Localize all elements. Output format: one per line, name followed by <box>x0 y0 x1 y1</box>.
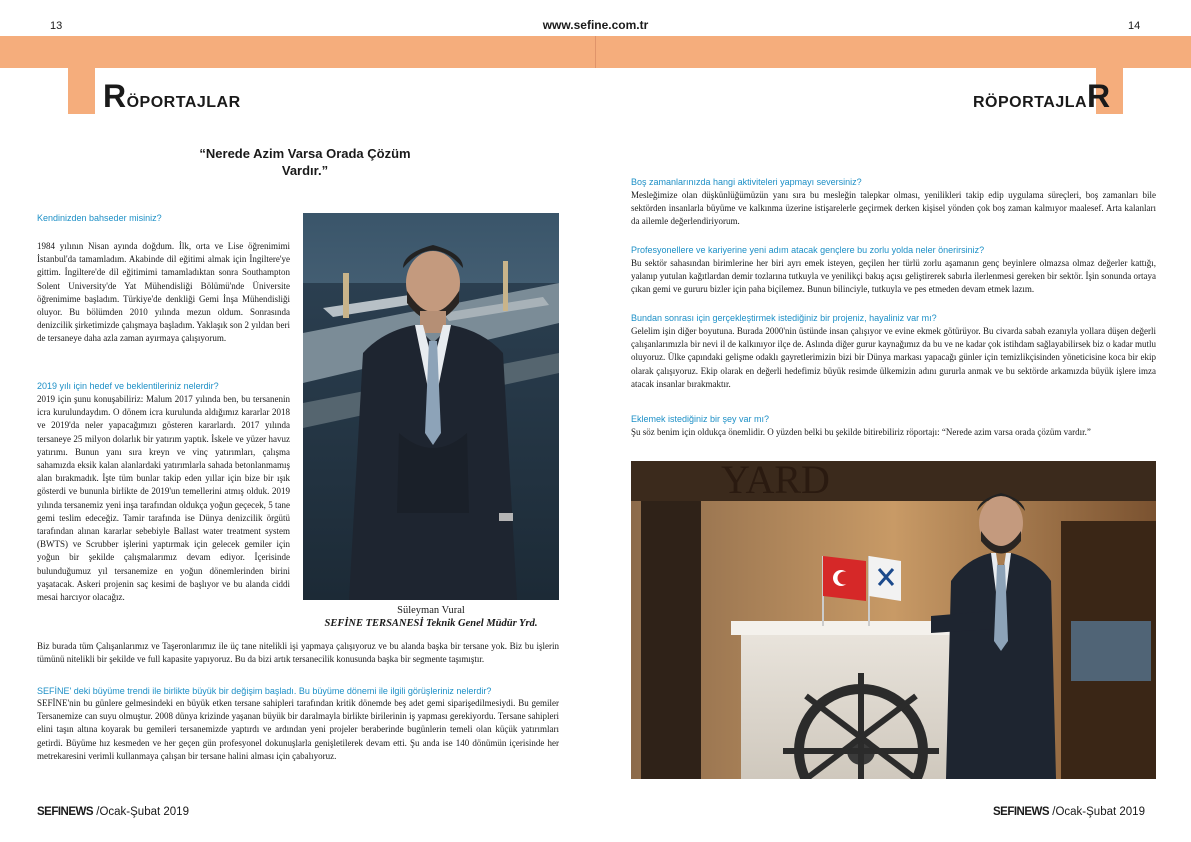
right-footer: SEFINEWS /Ocak-Şubat 2019 <box>993 806 1145 818</box>
question-advice: Profesyonellere ve kariyerine yeni adım atacak gençlere bu zorlu yolda neler önerirsiniz? <box>631 245 985 255</box>
question-future-project: Bundan sonrası için gerçekleştirmek istediğiniz bir projeniz, hayaliniz var mı? <box>631 313 937 323</box>
question-2019-goals: 2019 yılı için hedef ve beklentileriniz nelerdir? <box>37 381 219 391</box>
left-footer: SEFINEWS /Ocak-Şubat 2019 <box>37 806 189 818</box>
yard-sign-text: YARD <box>721 461 830 502</box>
left-section-title: RÖPORTAJLAR <box>103 78 241 114</box>
question-growth-trend: SEFİNE' deki büyüme trendi ile birlikte büyük bir değişim başladı. Bu büyüme dönemi ile ilgili görüşleriniz nelerdir? <box>37 686 492 696</box>
right-page-number: 14 <box>1128 20 1141 32</box>
left-section-bar <box>68 68 95 114</box>
right-section-title: RÖPORTAJLAR <box>973 78 1111 114</box>
website-url[interactable]: www.sefine.com.tr <box>542 18 649 32</box>
answer-2019-goals: 2019 için şunu konuşabiliriz: Malum 2017 yılında ben, bu tersanenin icra kurulundaydım. O dönem icra kurulunda aldığımız kararlar 2018 ve 2019'da neler yapacağımızı gösteren kararlardı. 2017 yılında tersaneye 25 milyon dolarlık bir yatırım yaptık. İskele ve yüzer havuz yatırımı. Bunun yanı sıra kreyn ve vinç yatırımları, çalışma sahamızda eksik kalan alanlardaki yatırımlarla sahada betonlanmamış alan bırakmadık. İşte tüm bunlar takip eden yıllar için bize bir ışık gösterdi ve bununla birlikte de 2019'un temellerini atmış olduk. 2019 yılında tersanemiz yeni inşa tarafından oldukça yoğun geçecek, 5 tane gemi teslim edeceğiz. Tamir tarafında ise Dünya denizcilik örgütü tarafından alınan kararlar sebebiyle Ballast water treatment system (BWTS) ve Scrubber işlerini yaptırmak için gelecek gemiler için yoğun bir şekilde çalışmalarımız devam ediyor. İçerisinde bulunduğumuz yıl tersanemize en yoğun dönemlerinden birini yaşatacak. Askeri projenin saç kesimi de başlıyor ve bu alanda ciddi mesai harcıyor olacağız. <box>37 394 290 603</box>
answer-growth-trend: SEFİNE'nin bu günlere gelmesindeki en büyük etken tersane sahipleri tarafından kritik dönemde beş adet gemi siparişedilmesiydi. Bu gemiler Tersanemize can suyu olmuştur. 2008 dünya krizinde yaşanan büyük bir daralmayla birlikte birilerinin iş yapması gerekiyordu. Tersane sahipleri elini taşın altına koyarak bu gemileri tersanemizde yaptırdı ve ardından yeni projeler beraberinde bugünlerin temeli olan küçük yatırımları getirdi. Büyüme hız kesmeden ve her geçen gün profesyonel dokunuşlarla genişletilerek devam etti. Şu anda ise 140 dönümün içerisinde her metrekaresini verimli kullanmaya çalışan bir tersane halini alması için çabalıyoruz. <box>37 698 559 761</box>
answer-anything-to-add: Şu söz benim için oldukça önemlidir. O yüzden belki bu şekilde bitirebiliriz röportajı: “Nerede azim varsa orada çözüm vardır.” <box>631 427 1091 437</box>
answer-future-project: Gelelim işin diğer boyutuna. Burada 2000'nin üstünde insan çalışıyor ve evine ekmek götürüyor. Bu civarda sabah ezanıyla yollara düşen değerli çalışanlarımızla bir nevi il de kalkınıyor ilçe de. Aslında diğer gurur kaynağımız da bu ve ne kadar çok istihdam sağlayabilirsek biz o kadar mutlu oluyoruz. Ülke çapındaki gelişme odaklı gayretlerimizin bizi bir Dünya markası yapacağı günler için temizlikçisinden yöneticisine koca bir ekip olarak çalışıyoruz. Ekip olarak en değerli hedefimiz büyük resimde ülkemizin adını gururla anmak ve bu sektörde arkamızda büyük işlere imza atacak insanlar bırakmaktır. <box>631 326 1156 389</box>
photo-caption-title: SEFİNE TERSANESİ Teknik Genel Müdür Yrd. <box>324 618 538 629</box>
question-free-time: Boş zamanlarınızda hangi aktiviteleri yapmayı seversiniz? <box>631 177 862 187</box>
answer-2019-goals-continued: Biz burada tüm Çalışanlarımız ve Taşeronlarımız ile üç tane nitelikli işi yapmaya çalışıyoruz ve bu alanda başka bir tersane yok. Biz bu işlerin tümünü nitelikli bir şekilde ve full kapasite yapıyoruz. Bu da bizi artık tersanecilik konusunda başka bir segmente taşımıştır. <box>37 641 559 665</box>
left-page-number: 13 <box>50 20 63 32</box>
answer-about-yourself: 1984 yılının Nisan ayında doğdum. İlk, orta ve Lise öğrenimimi İstanbul'da tamamladım. Akabinde dil eğitimi almak için İngiltere'ye gittim. İngiltere'de dil eğitimimi tamamladıktan sonra Southampton Solent University'de Yat Mühendisliği Bölümü'nde Üniversite öğrenimime başladım. Türkiye'de denkliği Gemi İnşa Mühendisliği oluyor. Bu bölümden 2010 yılında mezun oldum. Sonrasında denizcilik şirketimizde çalışmaya başladım. Yaklaşık son 2 yıldan beri de tersaneye daha azla zaman ayırmaya çalışıyorum. <box>37 241 290 344</box>
pull-quote: “Nerede Azim Varsa Orada Çözüm Vardır.” <box>199 146 411 178</box>
photo-caption-name: Süleyman Vural <box>397 605 465 616</box>
answer-free-time: Mesleğimize olan düşkünlüğümüzün yanı sıra bu mesleğin talepkar olması, yenilikleri takip edip uygulama süreçleri, boş zamanları bile sektörden insanlarla büyüme ve kalkınma üzerine istişarelerle geçirmek derken kişisel yönden çok boş zaman kalmıyor maalesef. Arta kalanları da ailemle değerlendiriyorum. <box>631 190 1156 227</box>
portrait-photo <box>303 213 559 600</box>
office-photo <box>631 461 1156 779</box>
answer-advice: Bu sektör sahasından birimlerine her biri ayrı emek isteyen, geçilen her türlü zorlu aşamanın genç beyinlere olmazsa olmaz değerler kattığı, yalanıp yutulan kağıtlardan demir tozlarına tutkuyla ve yenilikçi bakış açısı geliştirerek sabırla ilerlenmesi gereken bir sektör. İşin sonunda ortaya çıkan gemi ve gururu bizler için paha biçilemez. Bunun bilinciyle, tutkuyla ve pes etmeden devam etmek lazım. <box>631 258 1156 295</box>
page-spine <box>595 36 596 68</box>
question-about-yourself: Kendinizden bahseder misiniz? <box>37 213 162 223</box>
question-anything-to-add: Eklemek istediğiniz bir şey var mı? <box>631 414 770 424</box>
